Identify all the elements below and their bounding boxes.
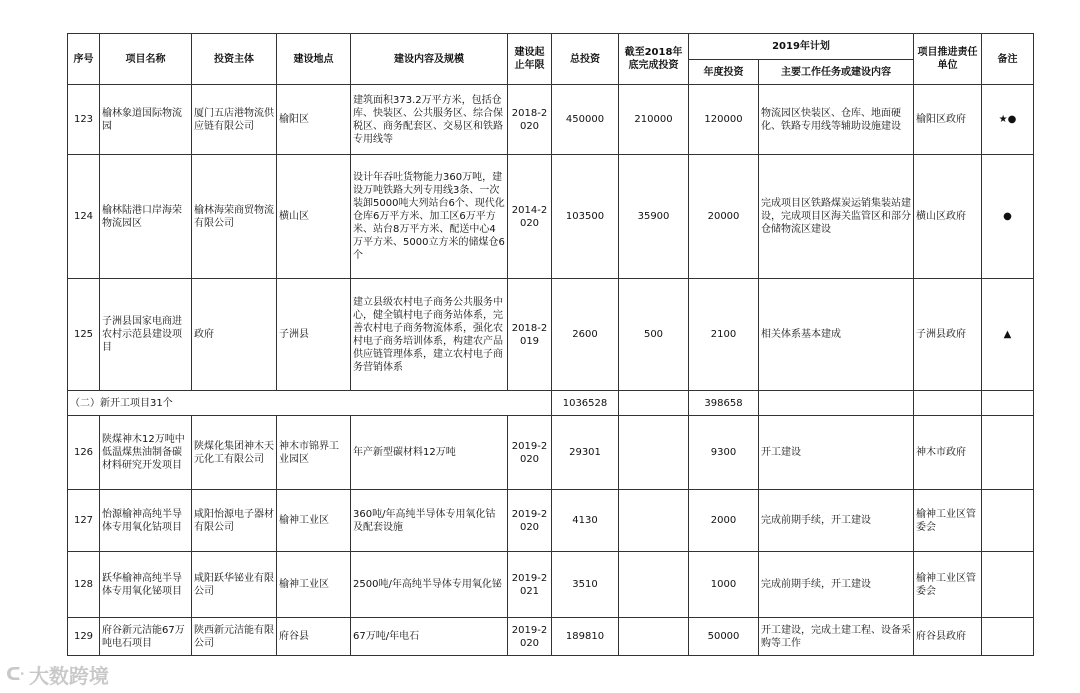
row-unit: 榆神工业区管委会: [914, 552, 982, 618]
row-total: 450000: [552, 85, 619, 155]
row-location: 神木市锦界工业园区: [277, 416, 351, 490]
row-years: 2019-2021: [508, 552, 552, 618]
row-name: 榆林象道国际物流园: [100, 85, 192, 155]
row-done: 35900: [619, 155, 689, 279]
watermark: [6, 660, 109, 689]
row-unit: 子洲县政府: [914, 279, 982, 391]
row-tasks: 开工建设: [759, 416, 914, 490]
section-unit: [914, 391, 982, 416]
row-investor: 咸阳跃华铋业有限公司: [192, 552, 277, 618]
row-years: 2014-2020: [508, 155, 552, 279]
row-name: 子洲县国家电商进农村示范县建设项目: [100, 279, 192, 391]
row-location: 横山区: [277, 155, 351, 279]
row-done: [619, 552, 689, 618]
row-remark: ▲: [982, 279, 1034, 391]
row-no: 125: [68, 279, 100, 391]
row-total: 2600: [552, 279, 619, 391]
row-unit: 榆神工业区管委会: [914, 490, 982, 552]
row-tasks: 物流园区快装区、仓库、地面硬化、铁路专用线等辅助设施建设: [759, 85, 914, 155]
row-content: 设计年吞吐货物能力360万吨，建设万吨铁路大列专用线3条、一次装卸5000吨大列站台6个、现代化仓库6万平方米、加工区6万平方米、站台8万平方米、配送中心4万平方米、5000立方米的储煤仓6个: [351, 155, 508, 279]
row-unit: 府谷县政府: [914, 618, 982, 656]
header-tasks: 主要工作任务或建设内容: [759, 60, 914, 85]
row-tasks: 完成前期手续，开工建设: [759, 552, 914, 618]
header-plan-2019: 2019年计划: [689, 34, 914, 60]
row-annual: 120000: [689, 85, 759, 155]
row-years: 2019-2020: [508, 490, 552, 552]
table-row: [68, 618, 1034, 656]
row-done: 210000: [619, 85, 689, 155]
row-no: 123: [68, 85, 100, 155]
row-no: 129: [68, 618, 100, 656]
row-total: 29301: [552, 416, 619, 490]
header-location: 建设地点: [277, 34, 351, 85]
row-unit: 横山区政府: [914, 155, 982, 279]
row-years: 2018-2019: [508, 279, 552, 391]
row-content: 建筑面积373.2万平方米，包括仓库、快装区、公共服务区、综合保税区、商务配套区、交易区和铁路专用线等: [351, 85, 508, 155]
row-content: 建立县级农村电子商务公共服务中心，健全镇村电子商务站体系，完善农村电子商务物流体系，强化农村电子商务培训体系，构建农产品供应链管理体系，建立农村电子商务营销体系: [351, 279, 508, 391]
header-name: 项目名称: [100, 34, 192, 85]
row-annual: 1000: [689, 552, 759, 618]
row-total: 103500: [552, 155, 619, 279]
row-no: 127: [68, 490, 100, 552]
row-years: 2018-2020: [508, 85, 552, 155]
row-no: 128: [68, 552, 100, 618]
table-row: [68, 552, 1034, 618]
row-remark: ●: [982, 155, 1034, 279]
row-content: 年产新型碳材料12万吨: [351, 416, 508, 490]
row-total: 4130: [552, 490, 619, 552]
row-annual: 20000: [689, 155, 759, 279]
row-total: 189810: [552, 618, 619, 656]
row-no: 124: [68, 155, 100, 279]
table-row: [68, 85, 1034, 155]
header-remark: 备注: [982, 34, 1034, 85]
section-remark: [982, 391, 1034, 416]
row-remark: [982, 552, 1034, 618]
row-remark: [982, 490, 1034, 552]
row-tasks: 完成前期手续，开工建设: [759, 490, 914, 552]
project-table: [67, 33, 1034, 656]
logo-icon: ᑢ: [6, 664, 25, 685]
section-label: （二）新开工项目31个: [68, 391, 552, 416]
row-investor: 厦门五店港物流供应链有限公司: [192, 85, 277, 155]
section-total: 1036528: [552, 391, 619, 416]
row-annual: 2100: [689, 279, 759, 391]
row-annual: 2000: [689, 490, 759, 552]
row-remark: ★●: [982, 85, 1034, 155]
row-tasks: 相关体系基本建成: [759, 279, 914, 391]
row-investor: 陕煤化集团神木天元化工有限公司: [192, 416, 277, 490]
row-done: [619, 618, 689, 656]
row-remark: [982, 618, 1034, 656]
header-annual: 年度投资: [689, 60, 759, 85]
row-tasks: 完成项目区铁路煤炭运销集装站建设，完成项目区海关监管区和部分仓储物流区建设: [759, 155, 914, 279]
table-row: [68, 490, 1034, 552]
header-no: 序号: [68, 34, 100, 85]
table-row: [68, 155, 1034, 279]
row-done: [619, 490, 689, 552]
row-investor: 陕西新元洁能有限公司: [192, 618, 277, 656]
row-annual: 9300: [689, 416, 759, 490]
table-row: [68, 279, 1034, 391]
row-years: 2019-2020: [508, 618, 552, 656]
row-location: 子洲县: [277, 279, 351, 391]
row-name: 榆林陆港口岸海荣物流园区: [100, 155, 192, 279]
row-location: 榆阳区: [277, 85, 351, 155]
row-done: 500: [619, 279, 689, 391]
row-investor: 榆林海荣商贸物流有限公司: [192, 155, 277, 279]
row-location: 榆神工业区: [277, 552, 351, 618]
row-name: 怡源榆神高纯半导体专用氧化钴项目: [100, 490, 192, 552]
row-no: 126: [68, 416, 100, 490]
row-location: 榆神工业区: [277, 490, 351, 552]
table-row: [68, 416, 1034, 490]
section-annual: 398658: [689, 391, 759, 416]
row-total: 3510: [552, 552, 619, 618]
row-years: 2019-2020: [508, 416, 552, 490]
watermark-text: 大数跨境: [28, 664, 109, 688]
header-investor: 投资主体: [192, 34, 277, 85]
section-tasks: [759, 391, 914, 416]
row-content: 360吨/年高纯半导体专用氧化钴及配套设施: [351, 490, 508, 552]
row-name: 跃华榆神高纯半导体专用氧化铋项目: [100, 552, 192, 618]
header-total: 总投资: [552, 34, 619, 85]
row-name: 陕煤神木12万吨中低温煤焦油制备碳材料研究开发项目: [100, 416, 192, 490]
row-remark: [982, 416, 1034, 490]
row-unit: 神木市政府: [914, 416, 982, 490]
row-location: 府谷县: [277, 618, 351, 656]
row-done: [619, 416, 689, 490]
row-investor: 咸阳怡源电子器材有限公司: [192, 490, 277, 552]
header-years: 建设起止年限: [508, 34, 552, 85]
row-annual: 50000: [689, 618, 759, 656]
row-investor: 政府: [192, 279, 277, 391]
header-done-2018: 截至2018年底完成投资: [619, 34, 689, 85]
header-unit: 项目推进责任单位: [914, 34, 982, 85]
row-content: 2500吨/年高纯半导体专用氧化铋: [351, 552, 508, 618]
header-content: 建设内容及规模: [351, 34, 508, 85]
row-content: 67万吨/年电石: [351, 618, 508, 656]
section-row: [68, 391, 1034, 416]
section-done: [619, 391, 689, 416]
row-tasks: 开工建设，完成土建工程、设备采购等工作: [759, 618, 914, 656]
row-name: 府谷新元洁能67万吨电石项目: [100, 618, 192, 656]
row-unit: 榆阳区政府: [914, 85, 982, 155]
